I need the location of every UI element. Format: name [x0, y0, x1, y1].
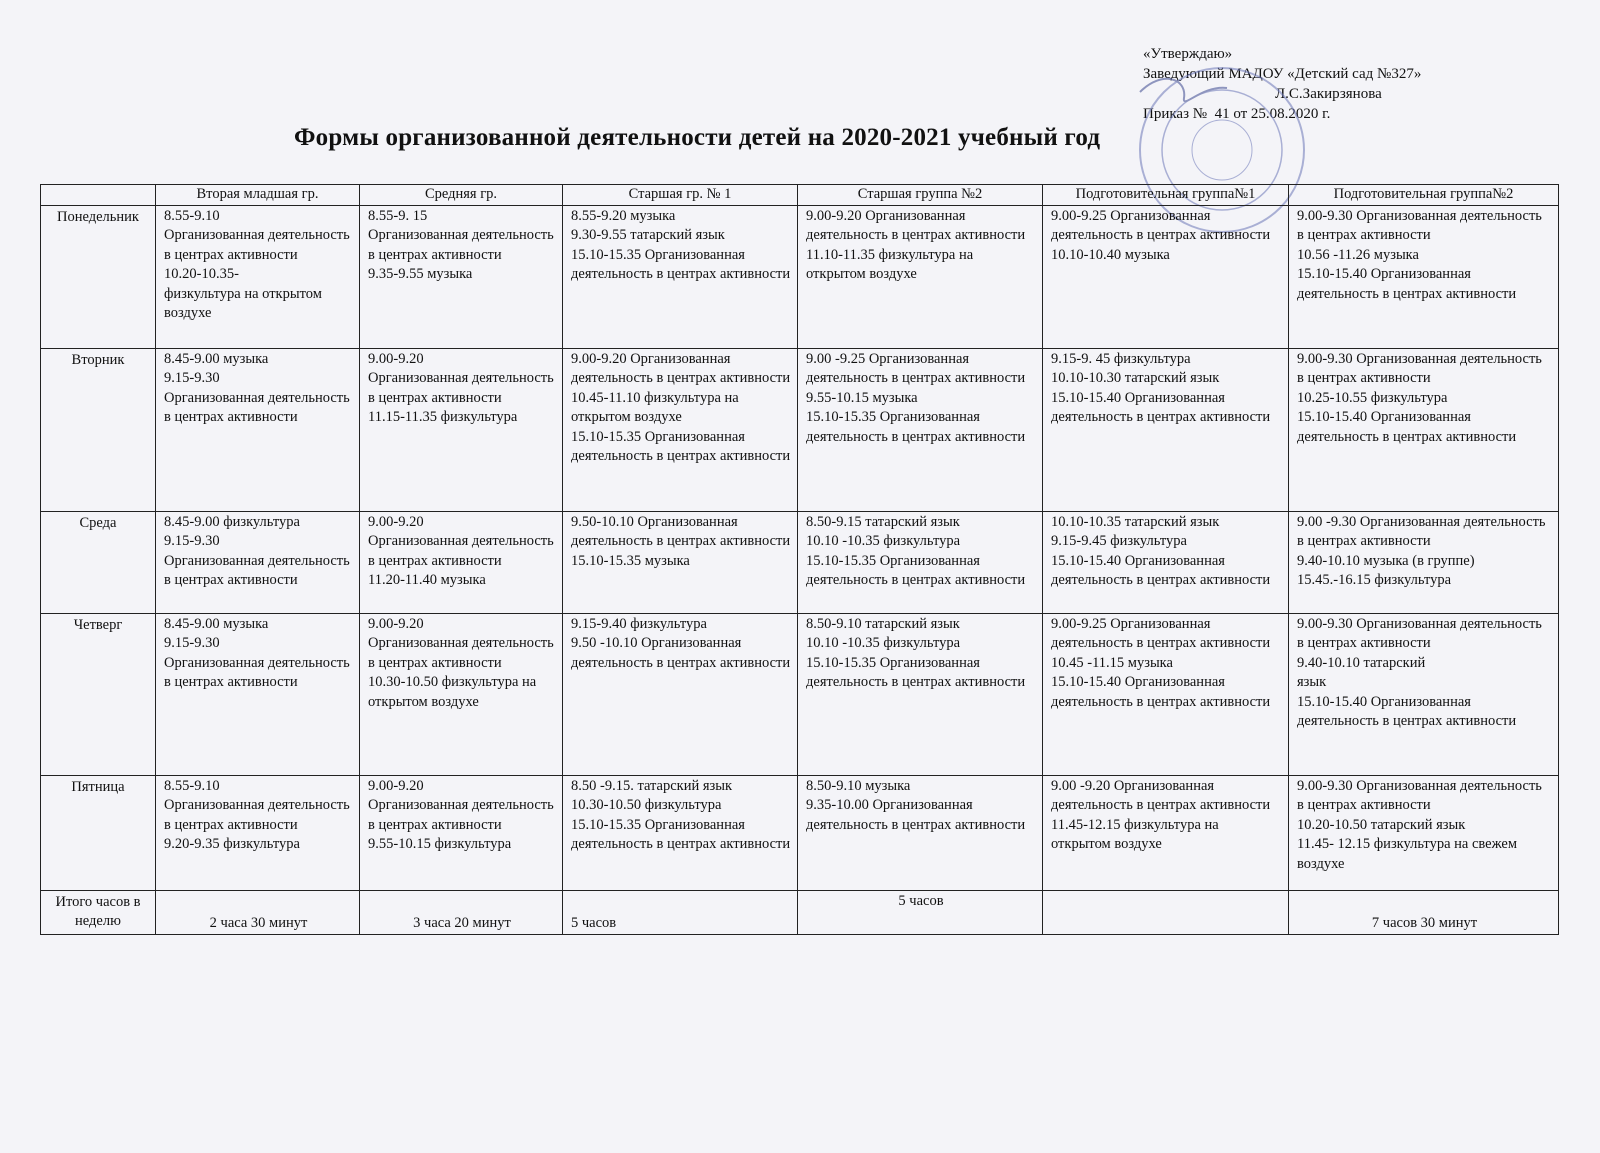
- schedule-cell: [1289, 205, 1559, 348]
- activity-line: 15.10-15.35 Организованная деятельность в центрах активности: [571, 246, 791, 282]
- activity-line: 10.20-10.50 татарский язык: [1297, 816, 1466, 833]
- schedule-cell: [360, 348, 563, 511]
- activity-line: 9.00 -9.20 Организованная деятельность в центрах активности: [1051, 777, 1271, 813]
- activity-line: Организованная деятельность в центрах активности: [164, 227, 350, 263]
- activity-line: 8.50-9.10 музыка: [806, 777, 911, 794]
- schedule-cell: [156, 348, 360, 511]
- activity-line: 9.50-10.10 Организованная деятельность в центрах активности: [571, 513, 791, 549]
- activity-line: 9.00 -9.25 Организованная деятельность в центрах активности: [806, 350, 1026, 386]
- activity-line: 15.45.-16.15 физкультура: [1297, 572, 1452, 588]
- schedule-cell: [1043, 348, 1289, 511]
- header-row: [41, 185, 1559, 206]
- activity-line: 9.00-9.30 Организованная деятельность в центрах активности: [1297, 207, 1542, 243]
- activity-line: язык: [1297, 674, 1327, 690]
- activity-line: 9.15-9. 45 физкультура: [1051, 350, 1191, 367]
- activity-line: 9.00-9.20 Организованная деятельность в центрах активности: [806, 207, 1026, 243]
- total-cell: [1043, 890, 1289, 934]
- schedule-cell: [1043, 511, 1289, 613]
- total-cell: 3 часа 20 минут: [360, 890, 563, 934]
- activity-line: Организованная деятельность в центрах активности: [164, 552, 350, 588]
- activity-line: 8.50 -9.15. татарский язык: [571, 777, 733, 794]
- activity-line: 8.50-9.15 татарский язык: [806, 513, 960, 530]
- activity-line: 8.45-9.00 музыка: [164, 615, 269, 632]
- schedule-cell: [360, 613, 563, 775]
- header-cell: Старшая группа №2: [798, 185, 1043, 206]
- activity-line: 9.00-9.20 Организованная деятельность в центрах активности: [571, 350, 791, 386]
- table-row: [41, 613, 1559, 775]
- schedule-cell: [156, 613, 360, 775]
- activity-line: Организованная деятельность в центрах активности: [368, 797, 554, 833]
- activity-line: 11.45- 12.15 физкультура на свежем воздухе: [1297, 836, 1518, 872]
- header-cell: Подготовительная группа№1: [1043, 185, 1289, 206]
- activity-line: физкультура на открытом воздухе: [164, 285, 322, 321]
- total-cell: 2 часа 30 минут: [156, 890, 360, 934]
- activity-line: 15.10-15.35 Организованная деятельность в центрах активности: [806, 552, 1026, 588]
- activity-line: 9.15-9.30: [164, 533, 220, 549]
- table-row: [41, 205, 1559, 348]
- schedule-cell: [563, 205, 798, 348]
- schedule-cell: [156, 205, 360, 348]
- activity-line: 15.10-15.40 Организованная деятельность в центрах активности: [1297, 266, 1517, 302]
- day-label: Понедельник: [41, 205, 156, 348]
- activity-line: 8.55-9. 15: [368, 207, 428, 224]
- schedule-cell: [1043, 613, 1289, 775]
- header-cell: Старшая гр. № 1: [563, 185, 798, 206]
- activity-line: 9.00-9.20: [368, 350, 424, 367]
- schedule-cell: [360, 205, 563, 348]
- activity-line: Организованная деятельность в центрах активности: [164, 797, 350, 833]
- header-cell: [41, 185, 156, 206]
- approval-line-4: Приказ № 41 от 25.08.2020 г.: [1143, 106, 1331, 122]
- day-label: Пятница: [41, 775, 156, 890]
- activity-line: 10.25-10.55 физкультура: [1297, 389, 1448, 406]
- activity-line: 15.10-15.35 Организованная деятельность в центрах активности: [571, 816, 791, 852]
- approval-line-3: Л.С.Закирзянова: [1275, 86, 1382, 102]
- activity-line: 10.10-10.40 музыка: [1051, 246, 1170, 263]
- activity-line: 9.15-9.45 физкультура: [1051, 533, 1187, 549]
- activity-line: 9.50 -10.10 Организованная деятельность в центрах активности: [571, 635, 791, 671]
- activity-line: 15.10-15.40 Организованная деятельность в центрах активности: [1297, 409, 1517, 445]
- table-row: [41, 775, 1559, 890]
- activity-line: 8.55-9.10: [164, 207, 220, 224]
- activity-line: 9.00-9.25 Организованная деятельность в центрах активности: [1051, 207, 1271, 243]
- schedule-cell: [1289, 613, 1559, 775]
- schedule-cell: [798, 613, 1043, 775]
- activity-line: 9.00-9.30 Организованная деятельность в центрах активности: [1297, 615, 1542, 651]
- schedule-cell: [563, 775, 798, 890]
- activity-line: 9.55-10.15 физкультура: [368, 836, 512, 852]
- activity-line: 10.10-10.35 татарский язык: [1051, 513, 1220, 530]
- activity-line: 8.45-9.00 физкультура: [164, 513, 300, 530]
- activity-line: Организованная деятельность в центрах активности: [368, 227, 554, 263]
- activity-line: 9.55-10.15 музыка: [806, 389, 918, 406]
- approval-line-2: Заведующий МАДОУ «Детский сад №327»: [1143, 66, 1422, 82]
- activity-line: 8.50-9.10 татарский язык: [806, 615, 960, 632]
- activity-line: Организованная деятельность в центрах активности: [368, 370, 554, 406]
- day-label: Вторник: [41, 348, 156, 511]
- activity-line: 9.15-9.30: [164, 370, 220, 386]
- activity-line: Организованная деятельность в центрах активности: [164, 389, 350, 425]
- schedule-cell: [1289, 511, 1559, 613]
- schedule-cell: [563, 348, 798, 511]
- day-label: Среда: [41, 511, 156, 613]
- activity-line: Организованная деятельность в центрах активности: [368, 635, 554, 671]
- activity-line: 10.30-10.50 физкультура на открытом воздухе: [368, 674, 537, 710]
- activity-line: 10.45-11.10 физкультура на открытом воздухе: [571, 389, 739, 425]
- activity-line: 9.40-10.10 татарский: [1297, 654, 1426, 671]
- total-cell: 7 часов 30 минут: [1289, 890, 1559, 934]
- activity-line: 10.45 -11.15 музыка: [1051, 654, 1173, 671]
- schedule-cell: [798, 775, 1043, 890]
- activity-line: 10.10 -10.35 физкультура: [806, 635, 961, 651]
- day-label: Четверг: [41, 613, 156, 775]
- page-title: Формы организованной деятельности детей на 2020-2021 учебный год: [294, 124, 1101, 151]
- activity-line: 9.35-10.00 Организованная деятельность в центрах активности: [806, 797, 1026, 833]
- activity-line: 15.10-15.35 Организованная деятельность в центрах активности: [806, 409, 1026, 445]
- activity-line: 10.56 -11.26 музыка: [1297, 246, 1419, 263]
- activity-line: 9.35-9.55 музыка: [368, 266, 473, 282]
- activity-line: 11.45-12.15 физкультура на открытом воздухе: [1051, 816, 1219, 852]
- schedule-cell: [1043, 205, 1289, 348]
- schedule-cell: [798, 348, 1043, 511]
- total-cell: 5 часов: [563, 890, 798, 934]
- schedule-cell: [798, 205, 1043, 348]
- activity-line: 8.45-9.00 музыка: [164, 350, 269, 367]
- header-cell: Вторая младшая гр.: [156, 185, 360, 206]
- activity-line: 9.40-10.10 музыка (в группе): [1297, 552, 1475, 569]
- header-cell: Подготовительная группа№2: [1289, 185, 1559, 206]
- schedule-cell: [1043, 775, 1289, 890]
- activity-line: 15.10-15.40 Организованная деятельность в центрах активности: [1051, 552, 1271, 588]
- activity-line: 9.00-9.30 Организованная деятельность в центрах активности: [1297, 350, 1542, 386]
- activity-line: 8.55-9.20 музыка: [571, 207, 676, 224]
- header-cell: Средняя гр.: [360, 185, 563, 206]
- schedule-cell: [1289, 348, 1559, 511]
- activity-line: Организованная деятельность в центрах активности: [368, 533, 554, 569]
- totals-label: Итого часов в неделю: [41, 890, 156, 934]
- schedule-cell: [156, 511, 360, 613]
- total-cell: 5 часов: [798, 890, 1043, 934]
- activity-line: 15.10-15.35 музыка: [571, 552, 690, 569]
- schedule-cell: [798, 511, 1043, 613]
- activity-line: 9.30-9.55 татарский язык: [571, 227, 725, 243]
- activity-line: 9.15-9.40 физкультура: [571, 615, 707, 632]
- activity-line: 10.10 -10.35 физкультура: [806, 533, 961, 549]
- schedule-cell: [563, 613, 798, 775]
- schedule-cell: [156, 775, 360, 890]
- activity-line: 9.20-9.35 физкультура: [164, 836, 300, 852]
- activity-line: 9.00-9.30 Организованная деятельность в центрах активности: [1297, 777, 1542, 813]
- activity-line: 15.10-15.40 Организованная деятельность в центрах активности: [1051, 674, 1271, 710]
- activity-line: 15.10-15.40 Организованная деятельность в центрах активности: [1051, 389, 1271, 425]
- activity-line: 15.10-15.40 Организованная деятельность в центрах активности: [1297, 693, 1517, 729]
- activity-line: 9.00-9.20: [368, 513, 424, 530]
- schedule-table: [40, 184, 1559, 935]
- activity-line: 9.00-9.20: [368, 615, 424, 632]
- activity-line: 11.10-11.35 физкультура на открытом воздухе: [806, 246, 974, 282]
- activity-line: 10.10-10.30 татарский язык: [1051, 370, 1220, 386]
- schedule-cell: [563, 511, 798, 613]
- table-row: [41, 348, 1559, 511]
- table-row: [41, 511, 1559, 613]
- schedule-cell: [360, 775, 563, 890]
- activity-line: 8.55-9.10: [164, 777, 220, 794]
- activity-line: 9.00-9.25 Организованная деятельность в центрах активности: [1051, 615, 1271, 651]
- activity-line: 10.20-10.35-: [164, 266, 239, 282]
- activity-line: 9.15-9.30: [164, 635, 220, 651]
- activity-line: 15.10-15.35 Организованная деятельность в центрах активности: [571, 428, 791, 464]
- activity-line: 9.00-9.20: [368, 777, 424, 794]
- activity-line: 11.15-11.35 физкультура: [368, 409, 518, 425]
- activity-line: 15.10-15.35 Организованная деятельность в центрах активности: [806, 654, 1026, 690]
- schedule-cell: [360, 511, 563, 613]
- approval-line-1: «Утверждаю»: [1143, 46, 1233, 62]
- activity-line: 10.30-10.50 физкультура: [571, 797, 722, 813]
- totals-row: [41, 890, 1559, 934]
- activity-line: 9.00 -9.30 Организованная деятельность в центрах активности: [1297, 513, 1546, 549]
- activity-line: Организованная деятельность в центрах активности: [164, 654, 350, 690]
- activity-line: 11.20-11.40 музыка: [368, 572, 486, 588]
- schedule-cell: [1289, 775, 1559, 890]
